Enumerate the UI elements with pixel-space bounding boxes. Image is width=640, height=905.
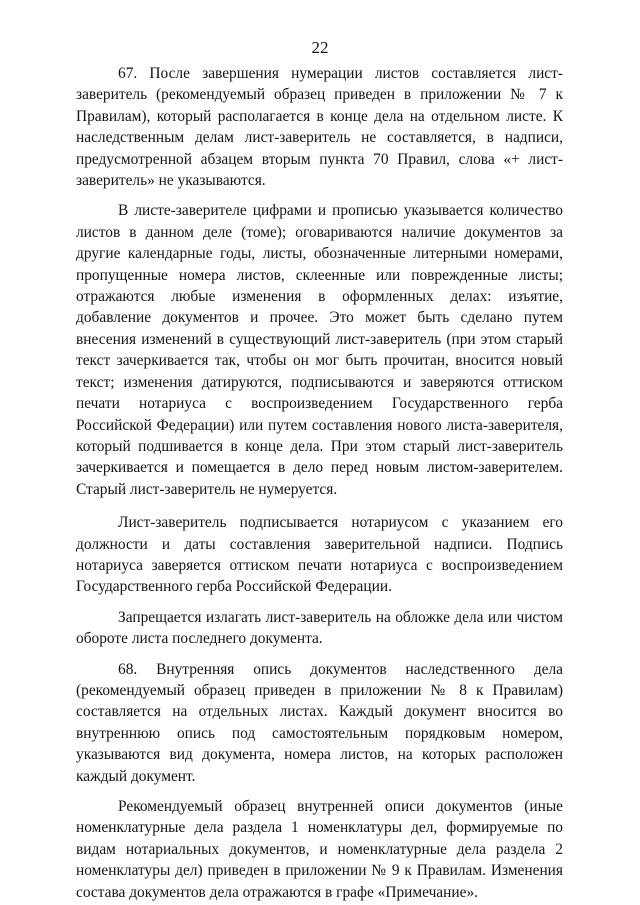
paragraph-internal-inventory-sample: Рекомендуемый образец внутренней описи документов (иные номенклатурные дела раздела 1 номенклатуры дел, формируемые по видам нотариальных документов, и номенклатурные дела раздела 2 номенклатуры дел) приведен в приложении № 9 к Правилам. Изменения состава документов дела отражаются в графе «Примечание». xyxy=(76,798,563,901)
paragraph-list-zaveritel-details: В листе-заверителе цифрами и прописью указывается количество листов в данном деле (томе); оговариваются наличие документов за другие календарные годы, листы, обозначенные литерными номерами, пропущенные номера листов, склеенные или поврежденные листы; отражаются любые изменения в оформленных делах: изъятие, добавление документов и прочее. Это может быть сделано путем внесения изменений в существующий лист-заверитель (при этом старый текст зачеркивается так, чтобы он мог быть прочитан, вносится новый текст; изменения датируются, подписываются и заверяются оттиском печати нотариуса с воспроизведением Государственного герба Российской Федерации) или путем составления нового листа-заверителя, который подшивается в конце дела. При этом старый лист-заверитель зачеркивается и помещается в дело перед новым листом-заверителем. Старый лист-заверитель не нумеруется. xyxy=(76,202,563,498)
page-number: 22 xyxy=(311,38,329,57)
paragraph-67: 67. После завершения нумерации листов составляется лист-заверитель (рекомендуемый образец приведен в приложении № 7 к Правилам), который располагается в конце дела на отдельном листе. К наследственным делам лист-заверитель не составляется, в надписи, предусмотренной абзацем вторым пункта 70 Правил, слова «+ лист-заверитель» не указываются. xyxy=(76,65,563,190)
paragraph-list-zaveritel-signature: Лист-заверитель подписывается нотариусом с указанием его должности и даты составления заверительной надписи. Подпись нотариуса заверяется оттиском печати нотариуса с воспроизведением Государственного герба Российской Федерации. xyxy=(76,514,563,596)
paragraph-list-zaveritel-prohibition: Запрещается излагать лист-заверитель на обложке дела или чистом обороте листа последнего документа. xyxy=(76,608,563,648)
paragraph-68: 68. Внутренняя опись документов наследственного дела (рекомендуемый образец приведен в приложении № 8 к Правилам) составляется на отдельных листах. Каждый документ вносится во внутреннюю опись под самостоятельным порядковым номером, указываются вид документа, номера листов, на которых расположен каждый документ. xyxy=(76,660,563,785)
document-body xyxy=(76,63,563,903)
